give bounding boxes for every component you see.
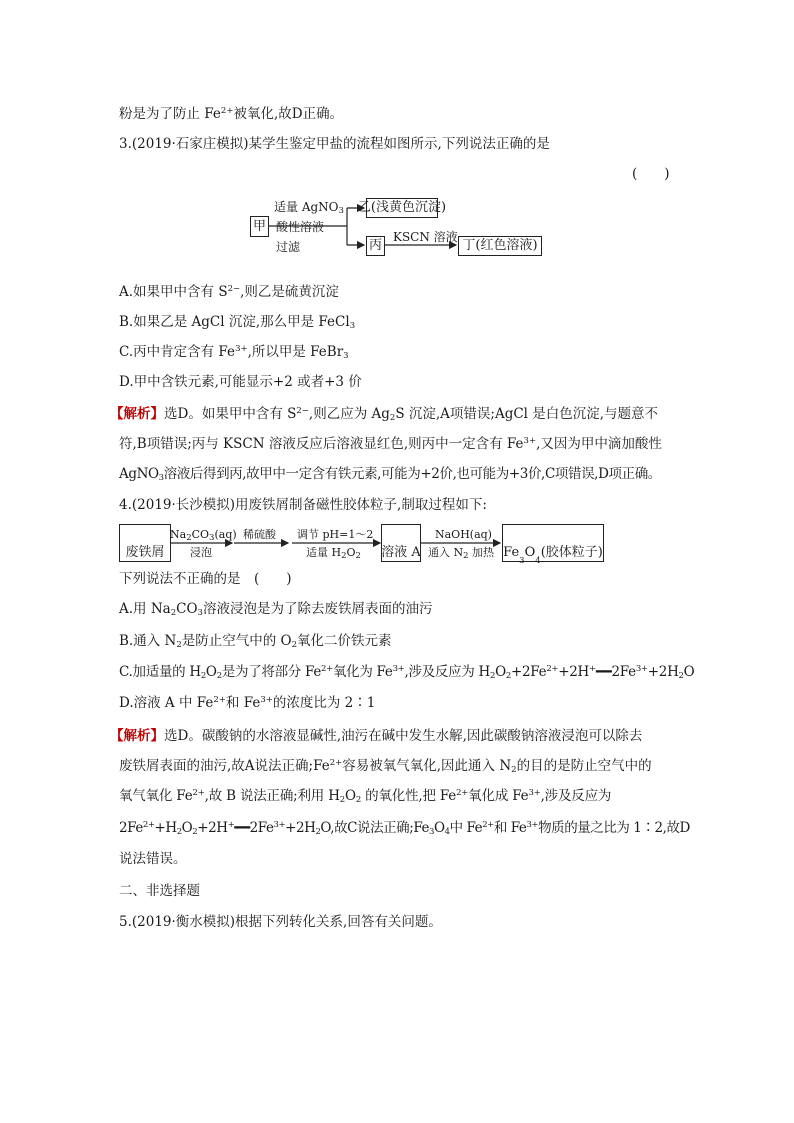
q3-reagent-agno3: 适量 AgNO$_3$: [274, 200, 344, 216]
analysis-tag: 【解析】: [110, 728, 164, 744]
q3-analysis-line3: AgNO$_3$溶液后得到丙,故甲中一定含有铁元素,可能为+2价,也可能为+3价,C项错误,D项正确。: [119, 466, 661, 483]
q3-reagent-acid: 酸性溶液: [276, 220, 325, 234]
section-heading: 二、非选择题: [119, 883, 200, 899]
q3-box-bing: 丙: [366, 236, 385, 256]
q2-tail: 粉是为了防止 $Fe^{2+}$被氧化,故D正确。: [119, 106, 344, 122]
q4-step3-ph: 调节 pH=1～2: [297, 528, 374, 541]
q4-step4-n2-heat: 通入 $N_2$ 加热: [428, 546, 495, 561]
q5-stem: 5.(2019·衡水模拟)根据下列转化关系,回答有关问题。: [119, 914, 442, 930]
q4-step4-naoh: NaOH(aq): [435, 528, 492, 541]
q3-option-b: B.如果乙是 AgCl 沉淀,那么甲是 FeCl$_3$: [119, 314, 356, 331]
q3-option-c: C.丙中肯定含有 $Fe^{3+}$,所以甲是 FeBr$_3$: [119, 344, 349, 361]
q4-step2-acid: 稀硫酸: [243, 528, 276, 541]
q4-step1-soak: 浸泡: [190, 546, 212, 559]
analysis-tag: 【解析】: [110, 406, 164, 422]
q3-box-yi: 乙(浅黄色沉淀): [366, 198, 438, 218]
q4-analysis-line2: 废铁屑表面的油污,故A说法正确$;Fe^{2+}$容易被氧气氧化,因此通入 $N_2$的目的是防止空气中的: [119, 758, 652, 775]
q4-step1-reagent: $Na_2CO_3(aq)$: [170, 528, 237, 543]
q3-analysis-line2: 符,B项错误;丙与 KSCN 溶液反应后溶液显红色,则丙中一定含有 $Fe^{3+}$,又因为甲中滴加酸性: [119, 436, 662, 452]
q3-analysis-line1: 【解析】选D。如果甲中含有 $S^{2-}$,则乙应为 $Ag_2S$ 沉淀,A项错误;AgCl 是白色沉淀,与题意不: [110, 406, 659, 423]
q4-box-solution-a: 溶液 A: [381, 524, 421, 562]
q3-answer-paren: ( ): [632, 166, 670, 182]
q4-option-c: C.加适量的 $H_2O_2$是为了将部分 $Fe^{2+}$氧化为 $Fe^{3+}$,涉及反应为 $H_2O_2+2Fe^{2+}+2H^+━━2Fe^{3+}+2H_2O$: [119, 664, 695, 681]
q3-box-jia: 甲: [250, 216, 269, 237]
q4-analysis-line5: 说法错误。: [119, 851, 187, 867]
q3-box-ding: 丁(红色溶液): [458, 236, 542, 256]
q3-option-d: D.甲中含铁元素,可能显示+2 或者+3 价: [119, 374, 362, 390]
q3-option-a: A.如果甲中含有 $S^{2-}$,则乙是硫黄沉淀: [119, 284, 339, 300]
q3-reagent-kscn: KSCN 溶液: [393, 230, 458, 244]
q4-box-iron-scrap: 废铁屑: [119, 524, 171, 562]
q4-box-fe3o4: Fe 3 O 4 (胶体粒子): [502, 524, 604, 562]
q4-analysis-line1: 【解析】选D。碳酸钠的水溶液显碱性,油污在碱中发生水解,因此碳酸钠溶液浸泡可以除去: [110, 728, 643, 744]
q4-option-d: D.溶液 A 中 $Fe^{2+}$和 $Fe^{3+}$的浓度比为 2∶1: [119, 695, 376, 711]
q4-option-b: B.通入 $N_2$是防止空气中的 $O_2$氧化二价铁元素: [119, 633, 392, 650]
q3-stem: 3.(2019·石家庄模拟)某学生鉴定甲盐的流程如图所示,下列说法正确的是: [119, 136, 550, 152]
q4-step3-h2o2: 适量 $H_2O_2$: [306, 546, 361, 561]
q4-option-a: A.用 $Na_2CO_3$溶液浸泡是为了除去废铁屑表面的油污: [119, 601, 433, 618]
q3-reagent-filter: 过滤: [276, 240, 301, 254]
q4-stem: 4.(2019·长沙模拟)用废铁屑制备磁性胶体粒子,制取过程如下:: [119, 497, 487, 513]
q4-question: 下列说法不正确的是 ( ): [119, 571, 292, 587]
q4-analysis-line4: $2Fe^{2+}+H_2O_2+2H^+━━2Fe^{3+}+2H_2O$,故C说法正确$;Fe_3O_4$中 $Fe^{2+}$和 $Fe^{3+}$物质的量之比为 1∶2,故D: [119, 820, 690, 837]
q4-analysis-line3: 氧气氧化 $Fe^{2+}$,故 B 说法正确;利用 $H_2O_2$ 的氧化性,把 $Fe^{2+}$氧化成 $Fe^{3+}$,涉及反应为: [119, 788, 612, 805]
